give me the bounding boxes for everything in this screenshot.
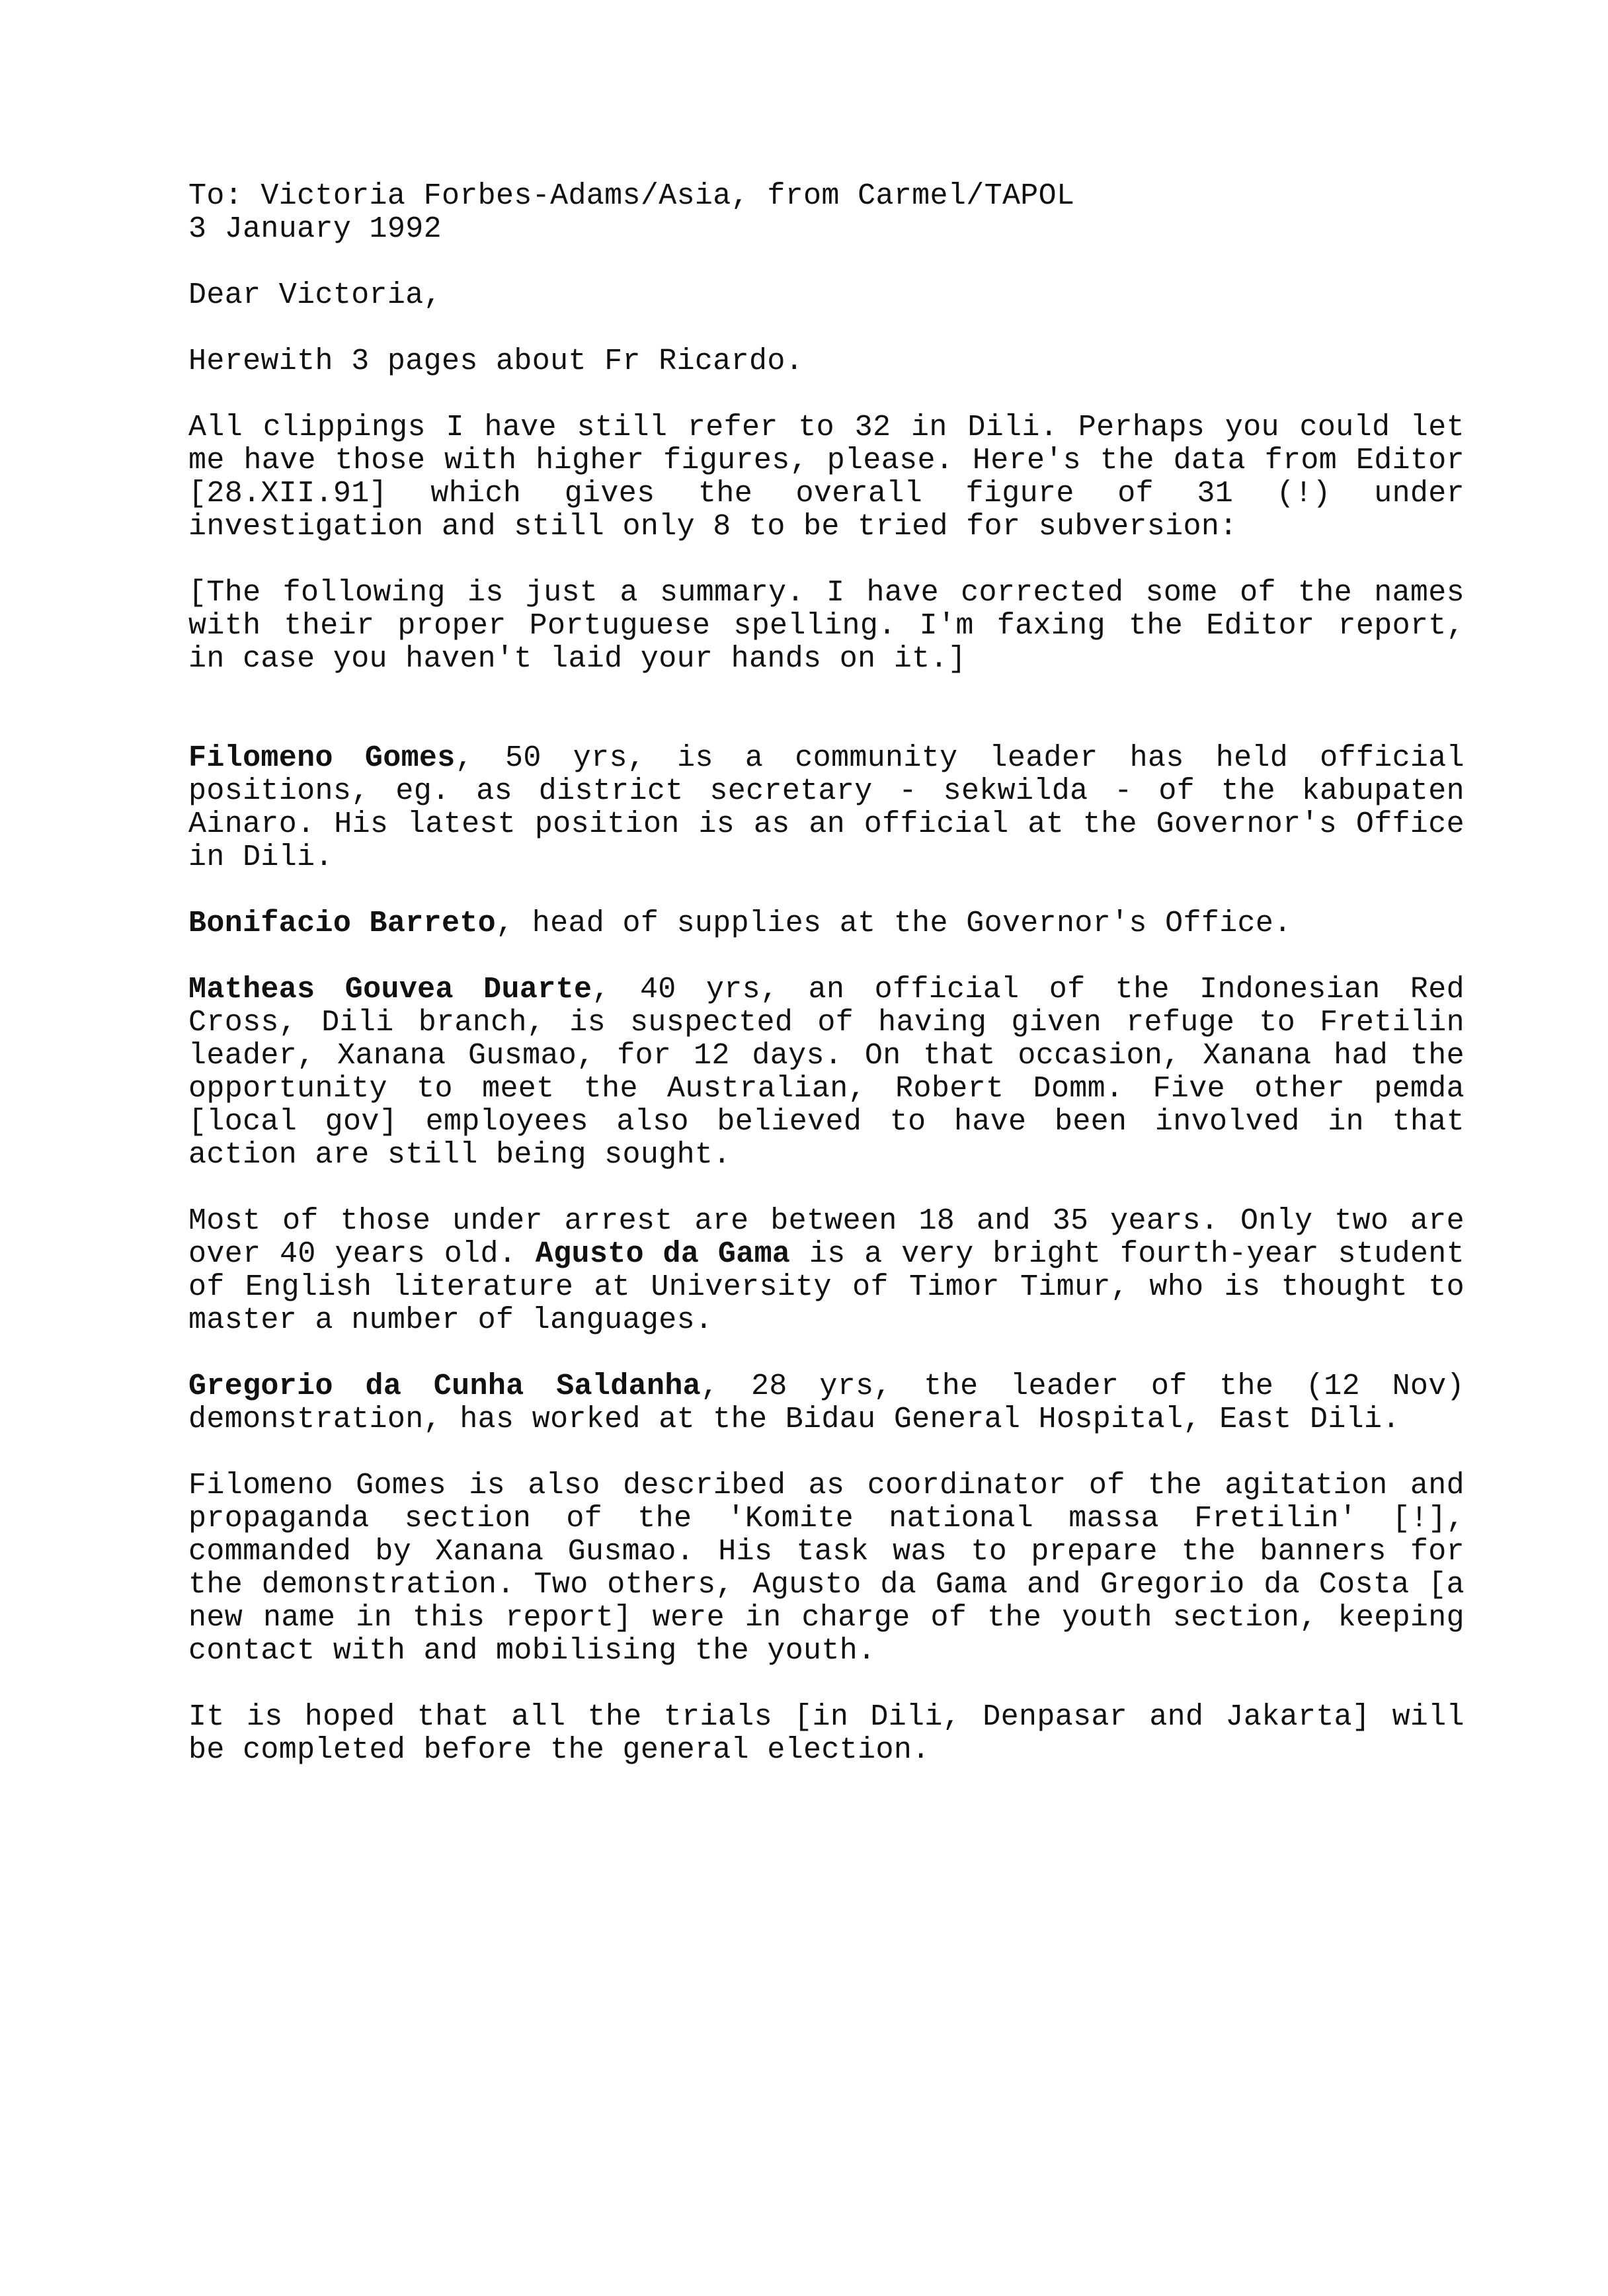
clippings-paragraph: All clippings I have still refer to 32 in Dili. Perhaps you could let me have those with higher figures, please. Here's the data from Editor [28.XII.91] which gives the overall figure of 31 (!) under investigation and still only 8 to be tried for subversion: bbox=[188, 411, 1465, 544]
to-line: To: Victoria Forbes-Adams/Asia, from Carmel/TAPOL bbox=[188, 179, 1075, 213]
entry-text: , 50 yrs, is a community leader has held official positions, eg. as district secretary - sekwilda - of the kabupaten Ainaro. His latest position is as an official at the Governor's Office in Dili. bbox=[188, 741, 1465, 874]
intro-paragraph: Herewith 3 pages about Fr Ricardo. bbox=[188, 345, 804, 378]
entry-name: Matheas Gouvea Duarte bbox=[188, 973, 592, 1006]
salutation: Dear Victoria, bbox=[188, 278, 442, 312]
entry-name: Filomeno Gomes bbox=[188, 741, 456, 775]
entry-name: Bonifacio Barreto bbox=[188, 907, 497, 940]
entry-text: , head of supplies at the Governor's Office. bbox=[496, 907, 1292, 940]
letter-page bbox=[188, 180, 1465, 1767]
arrest-text-before: Most of those under arrest are between 18 and 35 years. Only two are over 40 years old. bbox=[188, 1204, 1465, 1271]
entry-bonifacio-barreto bbox=[188, 907, 1465, 940]
entry-text: , 40 yrs, an official of the Indonesian Red Cross, Dili branch, is suspected of having given refuge to Fretilin leader, Xanana Gusmao, for 12 days. On that occasion, Xanana had the opportunity to meet the Australian, Robert Domm. Five other pemda [local gov] employees also believed to have been involved in that action are still being sought. bbox=[188, 973, 1465, 1172]
coordinator-paragraph: Filomeno Gomes is also described as coordinator of the agitation and propaganda section of the 'Komite national massa Fretilin' [!], commanded by Xanana Gusmao. His task was to prepare the banners for the demonstration. Two others, Agusto da Gama and Gregorio da Costa [a new name in this report] were in charge of the youth section, keeping contact with and mobilising the youth. bbox=[188, 1469, 1465, 1668]
closing-paragraph: It is hoped that all the trials [in Dili, Denpasar and Jakarta] will be completed before the general election. bbox=[188, 1700, 1465, 1767]
letter-date: 3 January 1992 bbox=[188, 212, 442, 246]
arrest-paragraph bbox=[188, 1205, 1465, 1337]
arrest-text-after: is a very bright fourth-year student of English literature at University of Timor Timur, who is thought to master a number of languages. bbox=[188, 1237, 1465, 1337]
summary-note-paragraph: [The following is just a summary. I have corrected some of the names with their proper Portuguese spelling. I'm faxing the Editor report, in case you haven't laid your hands on it.] bbox=[188, 576, 1465, 676]
entry-name: Gregorio da Cunha Saldanha bbox=[188, 1370, 702, 1403]
entry-filomeno-gomes bbox=[188, 742, 1465, 874]
header-block bbox=[188, 180, 1465, 246]
entry-matheas-duarte bbox=[188, 973, 1465, 1172]
entry-name: Agusto da Gama bbox=[535, 1237, 791, 1271]
entry-text: , 28 yrs, the leader of the (12 Nov) demonstration, has worked at the Bidau General Hospital, East Dili. bbox=[188, 1370, 1465, 1436]
entry-gregorio-saldanha bbox=[188, 1370, 1465, 1436]
